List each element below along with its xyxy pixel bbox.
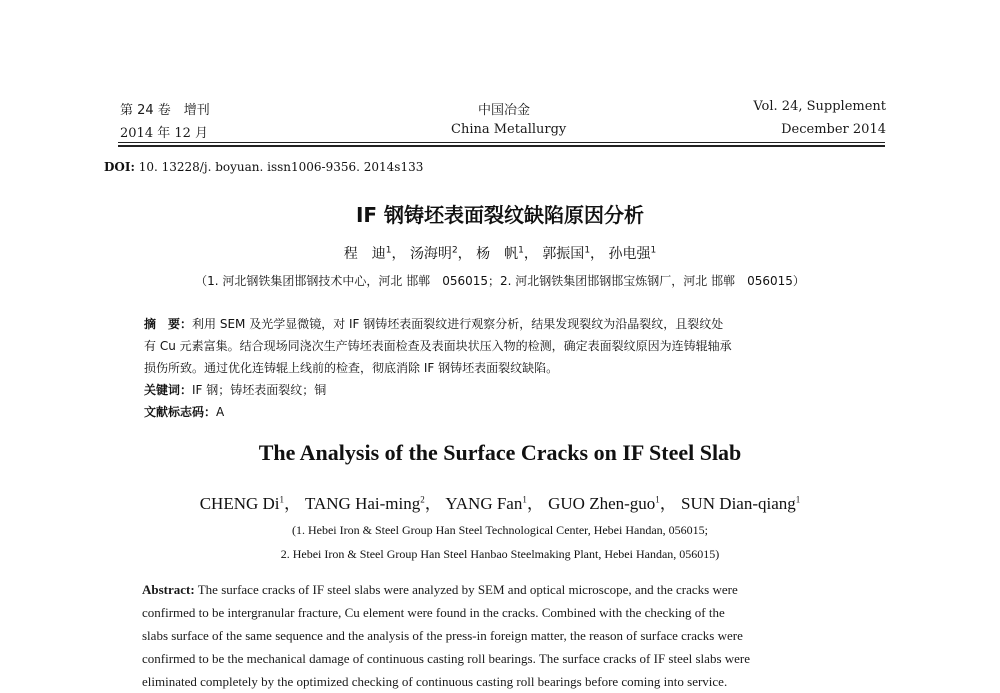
header-journal-en: China Metallurgy: [451, 122, 567, 137]
author-cn-3: 杨 帆: [476, 246, 519, 262]
affiliation-en-line-1: (1. Hebei Iron & Steel Group Han Steel Technological Center, Hebei Handan, 056015;: [291, 523, 708, 537]
doc-code: [144, 403, 224, 420]
author-cn-2-sup: 2: [451, 245, 458, 256]
author-en-5: SUN Dian-qiang: [681, 494, 796, 513]
author-sep: ，: [457, 246, 472, 262]
author-en-2: TANG Hai-ming: [304, 494, 421, 513]
abstract-cn: [144, 313, 732, 379]
author-sep: ，: [523, 246, 538, 262]
author-en-3-sup: 1: [522, 494, 527, 505]
abstract-en-line-3: slabs surface of the same sequence and the analysis of the press-in foreign matter, the reason of surface cracks were: [142, 628, 743, 643]
author-en-1: CHENG Di: [199, 494, 280, 513]
author-sep: ，: [391, 246, 406, 262]
author-en-4-sup: 1: [655, 494, 660, 505]
doc-code-label: 文献标志码：: [144, 405, 217, 419]
doi-line: [104, 160, 423, 174]
authors-en: [0, 489, 1000, 514]
author-sep: ，: [424, 494, 442, 513]
author-en-1-sup: 1: [279, 494, 285, 505]
keywords-cn: [144, 381, 326, 398]
author-cn-1: 程 迪: [343, 246, 386, 262]
header-volume-cn: 第 24 卷 增刊: [120, 103, 210, 118]
author-en-2-sup: 2: [420, 494, 425, 505]
author-cn-4-sup: 1: [584, 245, 591, 256]
doi-label: DOI:: [104, 160, 135, 174]
abstract-cn-label: 摘 要：: [144, 317, 193, 331]
affiliation-cn: （1. 河北钢铁集团邯钢技术中心，河北 邯郸 056015；2. 河北钢铁集团邯钢邯宝炼钢厂，河北 邯郸 056015）: [195, 274, 805, 288]
title-cn: IF 钢铸坯表面裂纹缺陷原因分析: [355, 203, 645, 227]
author-sep: ，: [284, 494, 302, 513]
header-rule-top: [118, 142, 885, 143]
header-volume-en: Vol. 24, Supplement: [753, 99, 886, 114]
affiliation-en: [0, 518, 1000, 566]
header-journal-cn: 中国冶金: [478, 103, 531, 118]
author-cn-5-sup: 1: [650, 245, 657, 256]
author-cn-4: 郭振国: [542, 246, 585, 262]
author-cn-5: 孙电强: [608, 246, 651, 262]
author-en-4: GUO Zhen-guo: [548, 494, 656, 513]
abstract-cn-line-1: [144, 313, 732, 335]
doc-code-value: A: [216, 405, 225, 419]
abstract-cn-line-2: 有 Cu 元素富集。结合现场同浇次生产铸坯表面检查及表面块状压入物的检测，确定表面裂纹原因为连铸辊轴承: [144, 339, 732, 353]
author-en-3: YANG Fan: [445, 494, 523, 513]
author-sep: ，: [659, 494, 677, 513]
abstract-en-line-5: eliminated completely by the optimized checking of continuous casting roll bearings before coming into service.: [142, 674, 728, 689]
header-date-cn: 2014 年 12 月: [120, 126, 209, 141]
abstract-en-label: Abstract:: [142, 582, 195, 597]
keywords-cn-label: 关键词：: [144, 383, 193, 397]
title-en: The Analysis of the Surface Cracks on IF Steel Slab: [258, 440, 742, 465]
keywords-cn-value: IF 钢；铸坯表面裂纹；铜: [192, 383, 327, 397]
abstract-cn-text-1: 利用 SEM 及光学显微镜，对 IF 钢铸坯表面裂纹进行观察分析，结果发现裂纹为沿晶裂纹，且裂纹处: [192, 317, 724, 331]
doi-value: 10. 13228/j. boyuan. issn1006-9356. 2014s133: [138, 160, 424, 174]
abstract-en-line-2: confirmed to be intergranular fracture, Cu element were found in the cracks. Combined with the checking of the: [142, 605, 725, 620]
header-date-en: December 2014: [781, 122, 886, 137]
authors-cn: [0, 243, 1000, 263]
abstract-en-line-1: [142, 578, 869, 601]
author-sep: ，: [526, 494, 544, 513]
header-rule-bottom: [118, 145, 885, 147]
author-en-5-sup: 1: [795, 494, 801, 505]
author-sep: ，: [590, 246, 605, 262]
affiliation-en-line-2: 2. Hebei Iron & Steel Group Han Steel Hanbao Steelmaking Plant, Hebei Handan, 056015): [280, 547, 720, 561]
abstract-cn-line-3: 损伤所致。通过优化连铸辊上线前的检查，彻底消除 IF 钢铸坯表面裂纹缺陷。: [144, 361, 559, 375]
abstract-en-text-1: The surface cracks of IF steel slabs were analyzed by SEM and optical microscope, and the cracks were: [197, 582, 738, 597]
abstract-en-line-4: confirmed to be the mechanical damage of continuous casting roll bearings. The surface cracks of IF steel slabs were: [142, 651, 751, 666]
author-cn-2: 汤海明: [409, 246, 452, 262]
abstract-en: [142, 578, 869, 693]
author-cn-3-sup: 1: [518, 245, 524, 256]
author-cn-1-sup: 1: [385, 245, 392, 256]
